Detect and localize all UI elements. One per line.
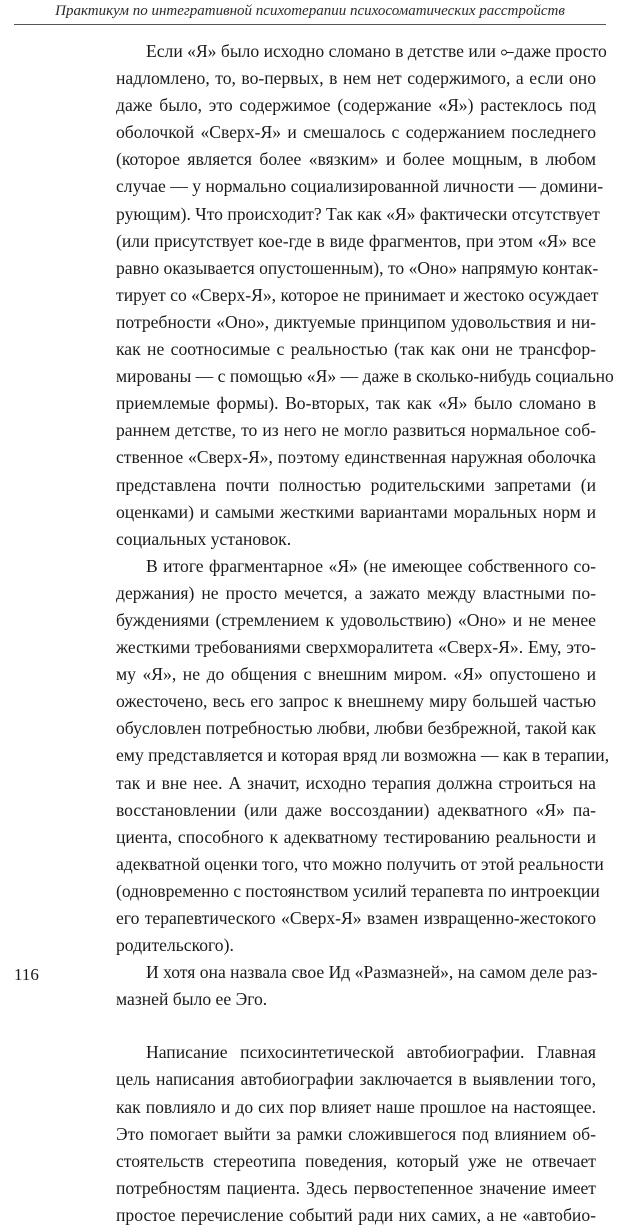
- text-line: оценками) и самыми жесткими вариантами моральных норм и: [116, 501, 596, 522]
- text-line: В итоге фрагментарное «Я» (не имеющее собственного со-: [146, 555, 596, 576]
- text-line: стоятельств стереотипа поведения, который уже не отвечает: [116, 1150, 596, 1171]
- text-line: рующим). Что происходит? Так как «Я» фактически отсутствует: [116, 203, 600, 224]
- text-line: равно оказывается опустошенным), то «Оно» напрямую контак-: [116, 257, 599, 278]
- text-line: надломлено, то, во-первых, в нем нет содержимого, а если оно: [116, 68, 596, 89]
- text-line: ственное «Сверх-Я», поэтому единственная наружная оболочка: [116, 447, 596, 468]
- text-line: случае — у нормально социализированной личности — домини-: [116, 176, 604, 197]
- running-header: [0, 0, 620, 34]
- text-line: представлена почти полностью родительскими запретами (и: [116, 474, 596, 495]
- text-line: мированы — с помощью «Я» — даже в сколько-нибудь социально: [116, 366, 614, 387]
- text-line: потребности «Оно», диктуемые принципом удовольствия и ни-: [116, 311, 596, 332]
- text-line: раннем детстве, то из него не могло развиться нормальное соб-: [116, 420, 596, 441]
- paragraph-gap: [116, 1013, 596, 1039]
- text-line: даже было, это содержимое (содержание «Я») растеклось под: [116, 95, 596, 116]
- paragraph: [116, 38, 614, 553]
- text-line: как повлияло и до сих пор влияет наше прошлое на настоящее.: [116, 1096, 596, 1117]
- text-line: так и вне нее. А значит, исходно терапия должна строиться на: [116, 772, 596, 793]
- text-line: его терапевтического «Сверх-Я» взамен извращенно-жестокого: [116, 908, 596, 928]
- page-number: 116: [14, 965, 39, 984]
- text-line: (которое является более «вязким» и более мощным, в любом: [116, 149, 596, 170]
- text-line: жесткими требованиями сверхморалитета «Сверх-Я». Ему, это-: [116, 637, 596, 658]
- text-line: ему представляется и которая вряд ли возможна — как в терапии,: [116, 745, 610, 766]
- text-line: оболочкой «Сверх-Я» и смешалось с содержанием последнего: [116, 122, 596, 143]
- text-line: приемлемые формы). Во-вторых, так как «Я» было сломано в: [116, 393, 596, 414]
- text-line: И хотя она назвала свое Ид «Размазней», на самом деле раз-: [146, 962, 598, 983]
- header-rule: [14, 24, 606, 25]
- text-line: как не соотносимые с реальностью (так как они не трансфор-: [116, 339, 596, 360]
- text-line: тирует со «Сверх-Я», которое не принимает и жестоко осуждает: [116, 284, 599, 305]
- text-line: социальных установок.: [116, 528, 292, 549]
- text-line: (одновременно с постоянством усилий терапевта по интроекции: [116, 880, 600, 901]
- body-text: [116, 38, 614, 1229]
- text-line: адекватной оценки того, что можно получить от этой реальности: [116, 853, 604, 874]
- paragraph: [116, 959, 596, 1013]
- text-line: родительского).: [116, 935, 234, 956]
- text-line: му «Я», не до общения с внешним миром. «Я» опустошено и: [116, 664, 596, 685]
- text-line: Это помогает выйти за рамки сложившегося под влиянием об-: [116, 1123, 596, 1144]
- text-line: (или присутствует кое-где в виде фрагментов, при этом «Я» все: [116, 230, 596, 251]
- text-line: обусловлен потребностью любви, любви безбрежной, такой как: [116, 718, 596, 739]
- running-header-title: Практикум по интегративной психотерапии психосоматических расстройств: [55, 3, 565, 19]
- text-line: простое перечисление событий ради них самих, а не «автобио-: [116, 1204, 596, 1225]
- paragraph: [116, 553, 610, 959]
- paragraph: [116, 1039, 596, 1229]
- text-line: Если «Я» было исходно сломано в детстве или ⟜даже просто: [146, 41, 607, 61]
- text-line: держания) не просто мечется, а зажато между властными по-: [116, 582, 596, 603]
- text-line: циента, способного к адекватному тестированию реальности и: [116, 826, 596, 847]
- text-line: восстановлении (или даже воссоздании) адекватного «Я» па-: [116, 799, 596, 820]
- text-line: потребностям пациента. Здесь первостепенное значение имеет: [116, 1177, 596, 1198]
- text-line: ожесточено, весь его запрос к внешнему миру большей частью: [116, 691, 596, 712]
- text-line: буждениями (стремлением к удовольствию) «Оно» и не менее: [116, 609, 596, 630]
- text-line: цель написания автобиографии заключается в выявлении того,: [116, 1069, 596, 1090]
- text-line: Написание психосинтетической автобиографии. Главная: [146, 1042, 596, 1063]
- text-line: мазней было ее Эго.: [116, 989, 268, 1010]
